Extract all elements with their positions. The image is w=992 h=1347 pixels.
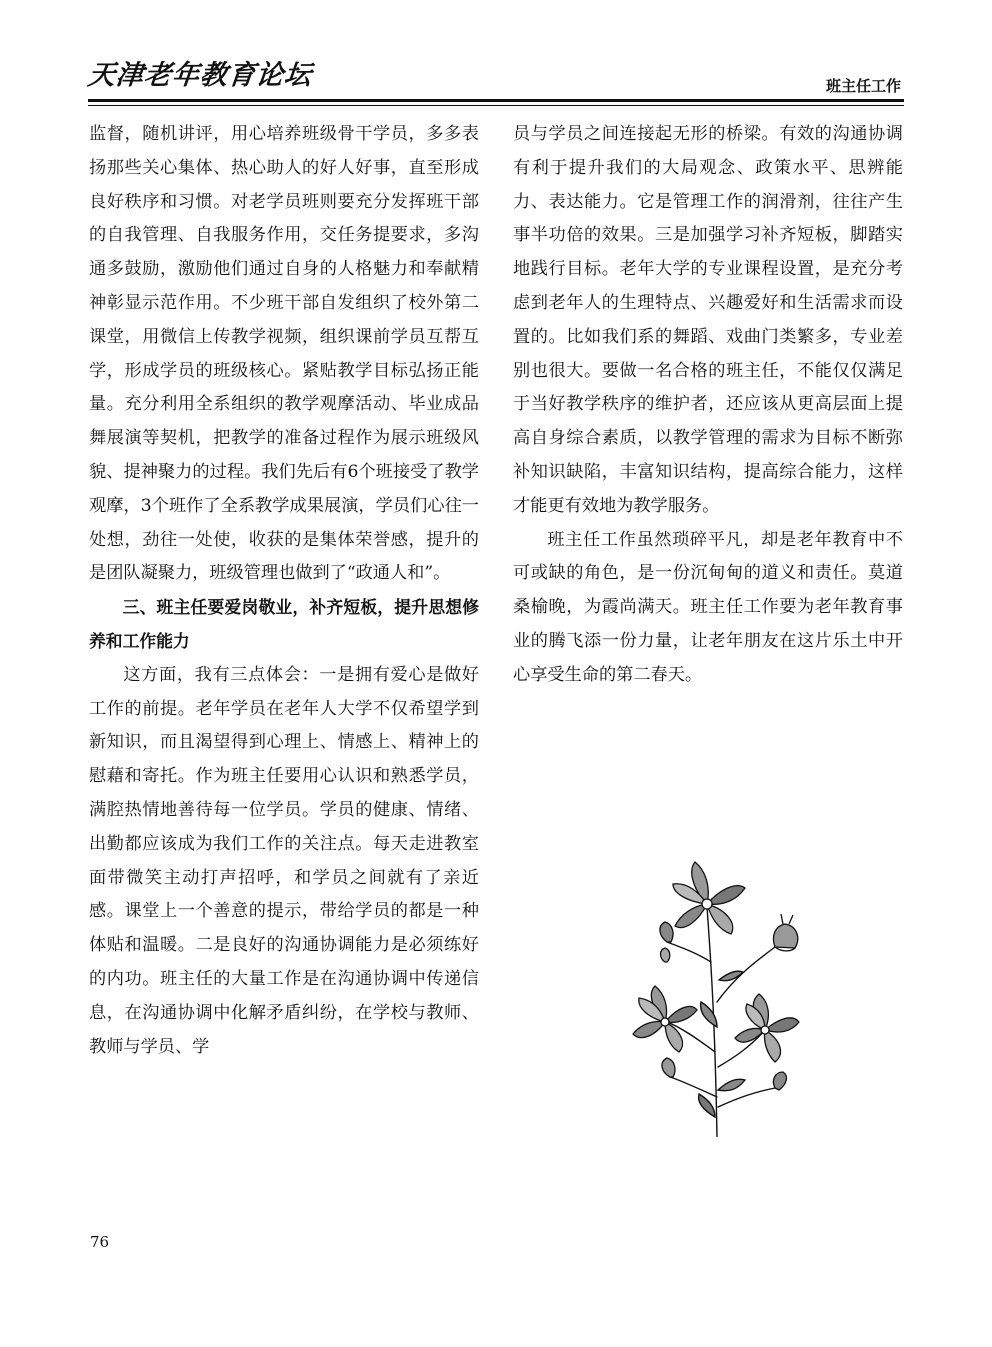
header-rule-thin	[88, 105, 904, 106]
section-heading: 三、班主任要爱岗敬业，补齐短板，提升思想修养和工作能力	[89, 597, 479, 651]
right-column	[513, 118, 903, 693]
left-column	[89, 118, 479, 1064]
header-rule	[88, 99, 904, 102]
paragraph: 监督，随机讲评，用心培养班级骨干学员，多多表扬那些关心集体、热心助人的好人好事，直至形成良好秩序和习惯。对老学员班则要充分发挥班干部的自我管理、自我服务作用，交任务提要求，多沟通多鼓励，激励他们通过自身的人格魅力和奉献精神彰显示范作用。不少班干部自发组织了校外第二课堂，用微信上传教学视频，组织课前学员互帮互学，形成学员的班级核心。紧贴教学目标弘扬正能量。充分利用全系组织的教学观摩活动、毕业成品舞展演等契机，把教学的准备过程作为展示班级风貌、提神聚力的过程。我们先后有6个班接受了教学观摩，3个班作了全系教学成果展演，学员们心往一处想，劲往一处使，收获的是集体荣誉感，提升的是团队凝聚力，班级管理也做到了“政通人和”。	[89, 124, 479, 584]
masthead-logo: 天津老年教育论坛	[86, 60, 314, 91]
paragraph: 这方面，我有三点体会：一是拥有爱心是做好工作的前提。老年学员在老年人大学不仅希望学到新知识，而且渴望得到心理上、情感上、精神上的慰藉和寄托。作为班主任要用心认识和熟悉学员，满腔热情地善待每一位学员。学员的健康、情绪、出勤都应该成为我们工作的关注点。每天走进教室面带微笑主动打声招呼，和学员之间就有了亲近感。课堂上一个善意的提示，带给学员的都是一种体贴和温暖。二是良好的沟通协调能力是必须练好的内功。班主任的大量工作是在沟通协调中传递信息，在沟通协调中化解矛盾纠纷，在学校与教师、教师与学员、学	[89, 664, 479, 1057]
section-label: 班主任工作	[825, 77, 901, 95]
page-number: 76	[90, 1233, 110, 1251]
paragraph: 员与学员之间连接起无形的桥梁。有效的沟通协调有利于提升我们的大局观念、政策水平、思辨能力、表达能力。它是管理工作的润滑剂，往往产生事半功倍的效果。三是加强学习补齐短板，脚踏实地践行目标。老年大学的专业课程设置，是充分考虑到老年人的生理特点、兴趣爱好和生活需求而设置的。比如我们系的舞蹈、戏曲门类繁多，专业差别也很大。要做一名合格的班主任，不能仅仅满足于当好教学秩序的维护者，还应该从更高层面上提高自身综合素质，以教学管理的需求为目标不断弥补知识缺陷，丰富知识结构，提高综合能力，这样才能更有效地为教学服务。	[513, 124, 903, 516]
flower-illustration-icon	[625, 852, 815, 1137]
paragraph: 班主任工作虽然琐碎平凡，却是老年教育中不可或缺的角色，是一份沉甸甸的道义和责任。莫道桑榆晚，为霞尚满天。班主任工作要为老年教育事业的腾飞添一份力量，让老年朋友在这片乐土中开心享受生命的第二春天。	[513, 529, 903, 685]
